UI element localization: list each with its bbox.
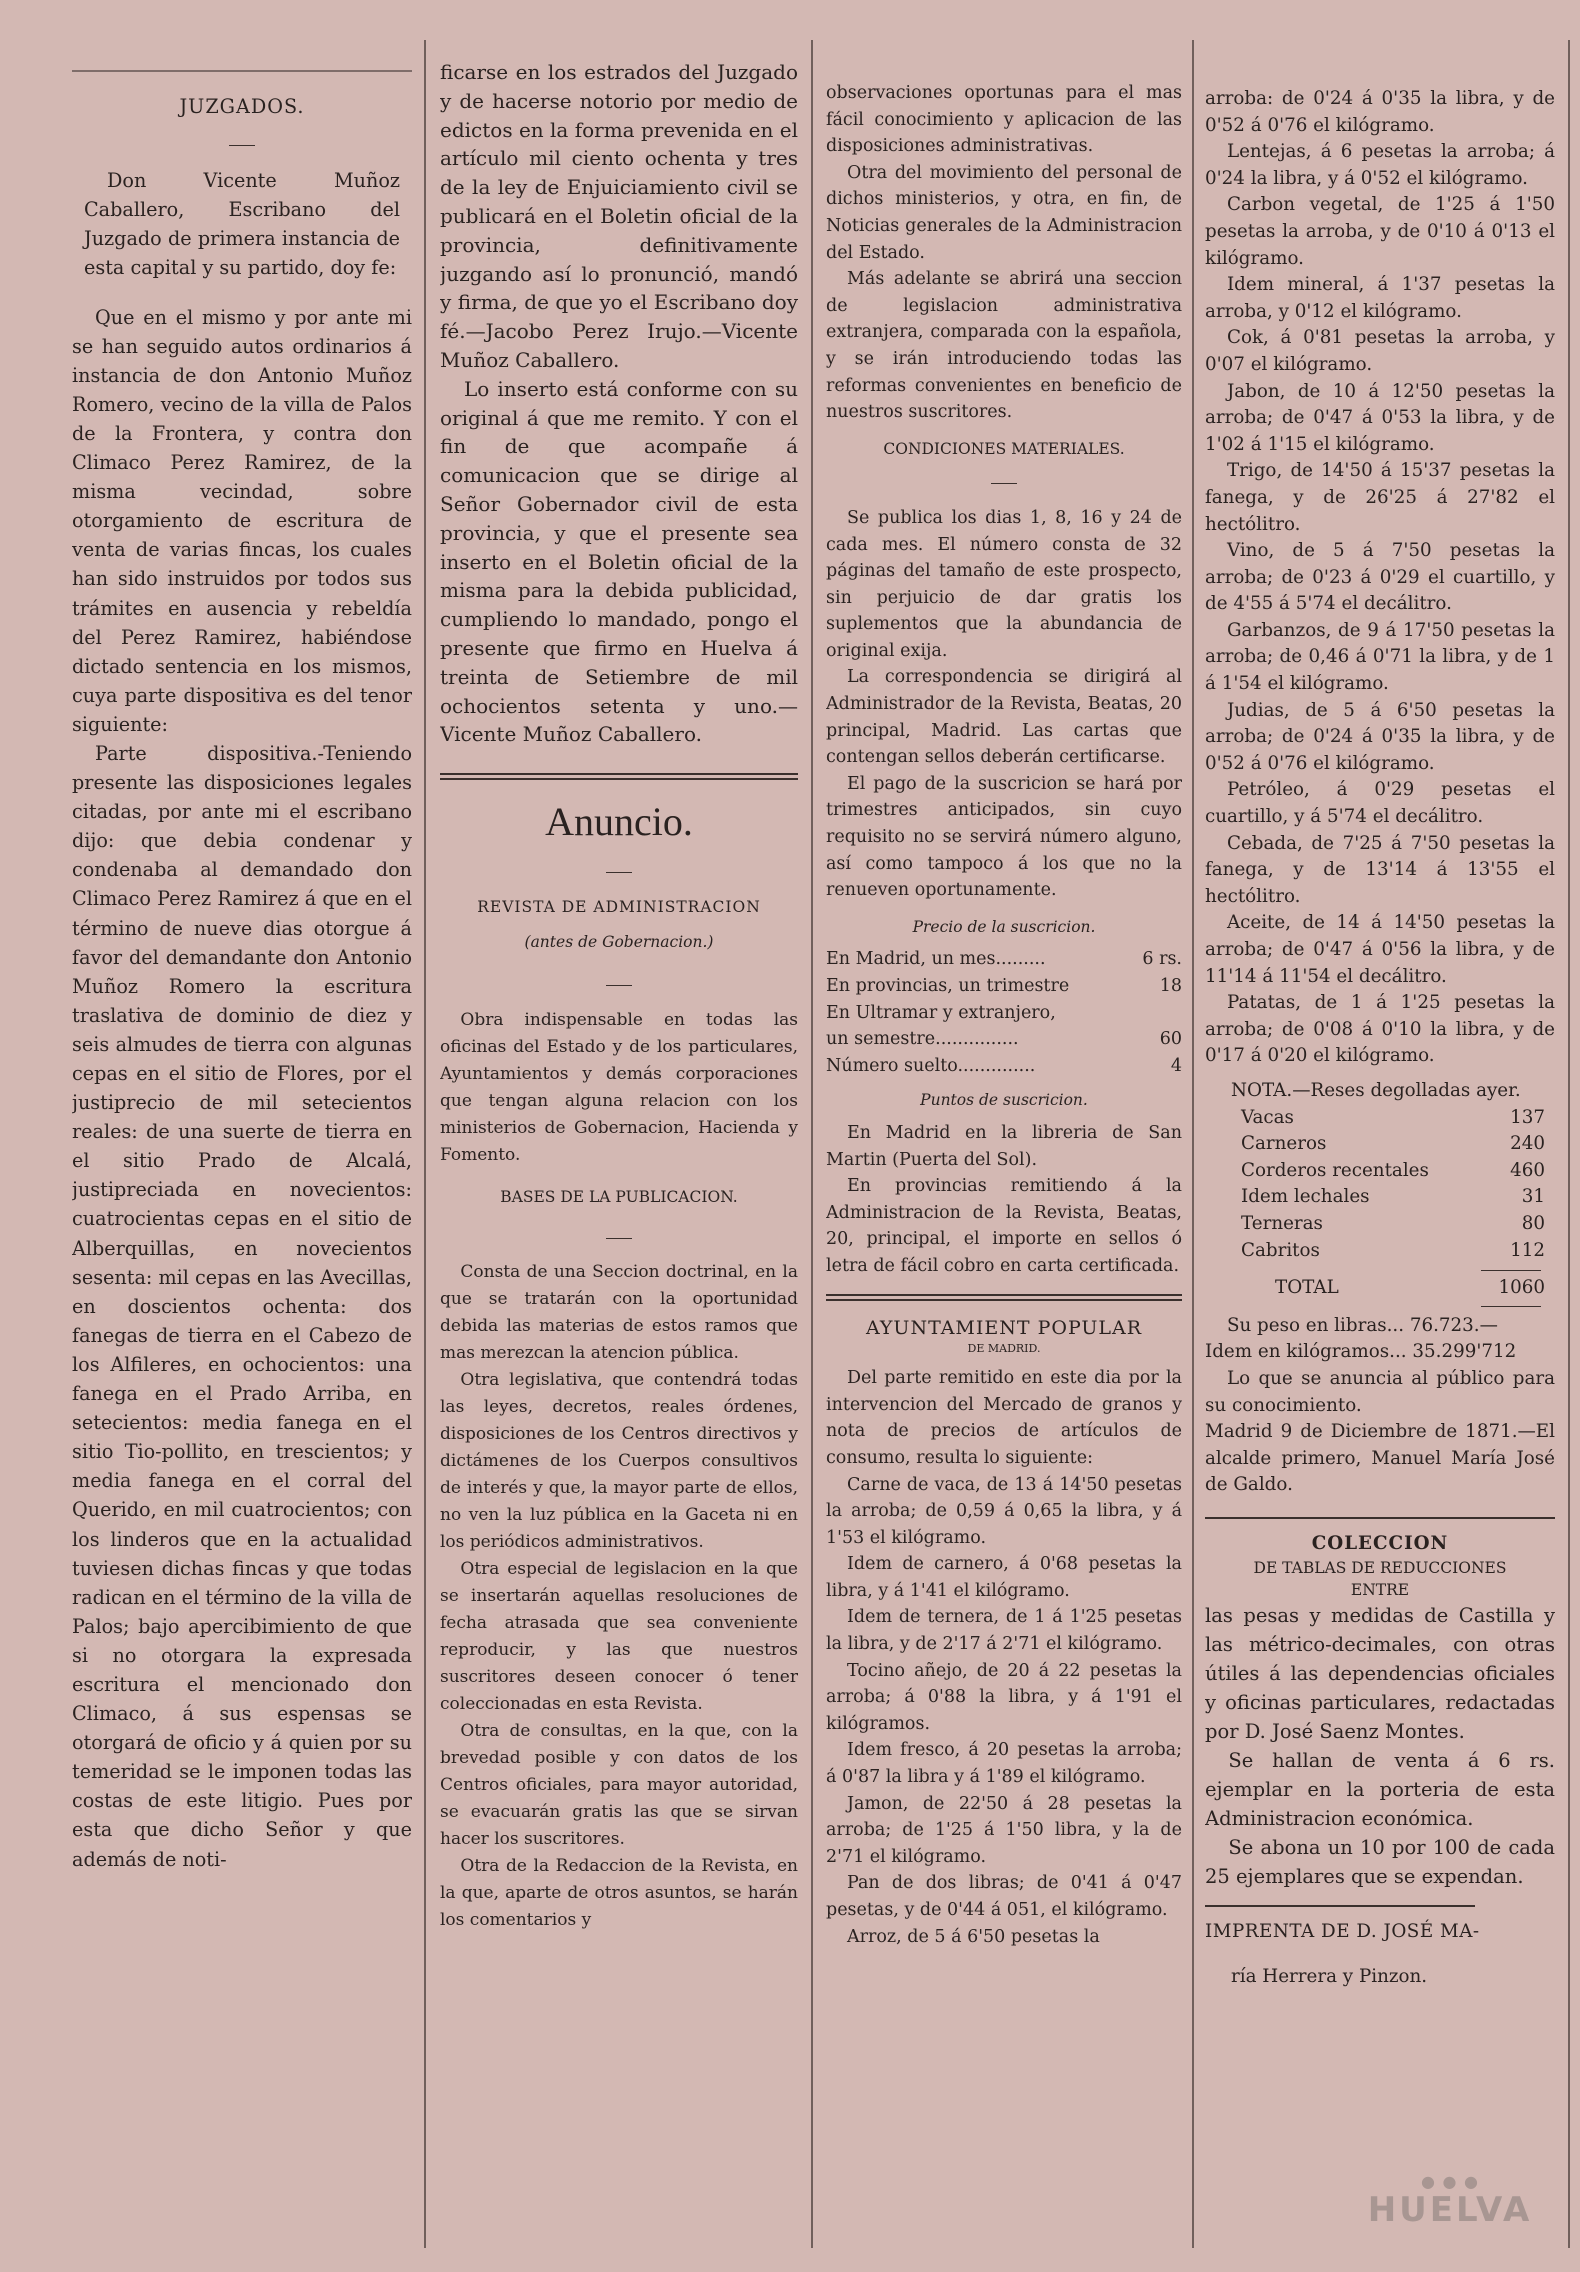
coleccion-body: las pesas y medidas de Castilla y las métrico-decimales, con otras útiles á las dependencias oficiales y oficinas particulares, redactadas por D. José Saenz Montes. — [1205, 1604, 1555, 1744]
price-item: Aceite, de 14 á 14'50 pesetas la arroba; de 0'47 á 0'56 la libra, y de 11'14 á 11'54 el decálitro. — [1205, 912, 1555, 987]
price-value: 4 — [1170, 1055, 1182, 1076]
column-revista — [826, 80, 1182, 1950]
section-rule — [1205, 1517, 1555, 1519]
condiciones-item: Se publica los dias 1, 8, 16 y 24 de cada mes. El número consta de 32 páginas del tamaño de este prospecto, sin perjuicio de dar gratis los suplementos que la abundancia de original exija. — [826, 507, 1182, 661]
price-item: arroba: de 0'24 á 0'35 la libra, y de 0'52 á 0'76 el kilógramo. — [1205, 88, 1555, 136]
coleccion-subtitle: DE TABLAS DE REDUCCIONES — [1253, 1559, 1507, 1578]
condiciones-item: El pago de la suscricion se hará por trimestres anticipados, sin cuyo requisito no se servirá número alguno, así como tampoco á los que no la renueven oportunamente. — [826, 773, 1182, 901]
price-item: Cebada, de 7'25 á 7'50 pesetas la fanega, y de 13'14 á 13'55 el hectólitro. — [1205, 832, 1555, 907]
ayuntamiento-title: AYUNTAMIENT POPULAR — [865, 1316, 1143, 1339]
peso-kilos: Idem en kilógramos... 35.299'712 — [1205, 1341, 1517, 1363]
price-label: Número suelto.............. — [826, 1055, 1036, 1076]
bases-item: Otra de la Redaccion de la Revista, en la que, aparte de otros asuntos, se harán los comentarios y — [440, 1855, 798, 1930]
total-row — [1205, 1275, 1555, 1302]
column-anuncio — [440, 58, 798, 1934]
bases-item: Consta de una Seccion doctrinal, en la que se tratarán con la oportunidad debida las materias de estos ramos que mas merezcan la atencion pública. — [440, 1261, 798, 1363]
price-value: 60 — [1159, 1029, 1182, 1050]
bases-item: Otra de consultas, en la que, con la brevedad posible y con datos de los Centros oficiales, para mayor autoridad, se evacuarán gratis las que se sirvan hacer los suscritores. — [440, 1720, 798, 1849]
price-row — [826, 973, 1182, 1000]
nota-row — [1205, 1238, 1555, 1265]
column-rule-2 — [811, 40, 813, 2248]
price-item: Idem de ternera, de 1 á 1'25 pesetas la libra, y de 2'17 á 2'71 el kilógramo. — [826, 1607, 1182, 1655]
total-value: 1060 — [1498, 1277, 1545, 1299]
revista-subtitle: (antes de Gobernacion.) — [524, 933, 714, 952]
price-label: En Ultramar y extranjero, — [826, 1002, 1056, 1023]
heading-dash — [440, 852, 798, 881]
paragraph: Parte dispositiva.-Teniendo presente las disposiciones legales citadas, por ante mi el escribano dijo: que debia condenar y condenaba al demandado don Climaco Perez Ramirez á que en el término de nueve dias otorgue á favor del demandante don Antonio Muñoz Romero la escritura traslativa de dominio de diez y seis almudes de tierra con algunas cepas en el sitio de Flores, por el justiprecio de mil setecientos reales: de una suerte de tierra en el sitio Prado de Alcalá, justipreciada en novecientos: cuatrocientas cepas en el sitio de Alberquillas, en novecientos sesenta: mil cepas en las Avecillas, en doscientos ochenta: dos fanegas de tierra en el Cabezo de los Alfileres, en ochocientos: una fanega en el Prado Arriba, en setecientos: media fanega en el sitio Tio-pollito, en trescientos; y media fanega en el corral del Querido, en mil cuatrocientos; con los linderos que en la actualidad tuviesen dichas fincas y que todas radican en el término de la villa de Palos; bajo apercibimiento de que si no otorgara la expresada escritura el mencionado don Climaco, á sus espensas se otorgará de oficio y á quien por su temeridad se le imponen todas las costas de este litigio. Pues por esta que dicho Señor y que además de noti- — [72, 741, 412, 1871]
column-precios — [1205, 86, 1555, 1991]
double-rule — [440, 773, 798, 780]
price-item: Idem mineral, á 1'37 pesetas la arroba, y 0'12 el kilógramo. — [1205, 274, 1555, 322]
price-item: Vino, de 5 á 7'50 pesetas la arroba; de 0'23 á 0'29 el cuartillo, y de 4'55 á 5'74 el decálitro. — [1205, 540, 1555, 615]
coleccion-venta: Se hallan de venta á 6 rs. ejemplar en la porteria de esta Administracion económica. — [1205, 1749, 1555, 1831]
column-juzgados — [72, 58, 412, 1874]
price-label: En Madrid, un mes......... — [826, 949, 1046, 970]
heading-dash — [72, 125, 412, 154]
nota-value: 460 — [1510, 1159, 1545, 1181]
ayuntamiento-subtitle: DE MADRID. — [967, 1342, 1041, 1356]
nota-row — [1205, 1158, 1555, 1185]
price-item: Idem de carnero, á 0'68 pesetas la libra, y á 1'41 el kilógramo. — [826, 1554, 1182, 1601]
nota-label: Idem lechales — [1241, 1186, 1370, 1208]
anuncio-title: Anuncio. — [545, 799, 693, 845]
paragraph: Don Vicente Muñoz Caballero, Escribano del Juzgado de primera instancia de esta capital y su partido, doy fe: — [84, 169, 400, 280]
archive-watermark-stamp: ● ● ● HUELVA — [1367, 2172, 1533, 2230]
right-edge-rule — [1568, 40, 1570, 2248]
price-value: 18 — [1159, 976, 1182, 996]
nota-value: 31 — [1521, 1186, 1545, 1208]
heading-dash — [826, 466, 1182, 493]
nota-title: NOTA.—Reses degolladas ayer. — [1231, 1079, 1521, 1101]
price-label: En provincias, un trimestre — [826, 976, 1070, 996]
nota-label: Carneros — [1241, 1133, 1327, 1155]
price-item: Trigo, de 14'50 á 15'37 pesetas la fanega, y de 26'25 á 27'82 el hectólitro. — [1205, 460, 1555, 535]
nota-label: Vacas — [1241, 1106, 1294, 1128]
imprenta-line-2: ría Herrera y Pinzon. — [1231, 1966, 1428, 1988]
nota-value: 137 — [1510, 1106, 1545, 1128]
puntos-item: En Madrid en la libreria de San Martin (Puerta del Sol). — [826, 1122, 1182, 1170]
price-item: Arroz, de 5 á 6'50 pesetas la — [847, 1926, 1100, 1947]
nota-label: Terneras — [1241, 1212, 1323, 1234]
coleccion-subtitle-2: ENTRE — [1350, 1581, 1410, 1600]
price-row — [826, 946, 1182, 973]
revista-title: REVISTA DE ADMINISTRACION — [477, 898, 761, 917]
footer-rule — [1205, 1905, 1475, 1907]
paragraph: Más adelante se abrirá una seccion de legislacion administrativa extranjera, comparada con la española, y se irán introduciendo todas las reformas convenientes en beneficio de nuestros suscritores. — [826, 269, 1182, 423]
nota-label: Corderos recentales — [1241, 1159, 1429, 1181]
bases-item: Otra legislativa, que contendrá todas las leyes, decretos, reales órdenes, disposiciones de los Centros directivos y dictámenes de los Cuerpos consultivos de interés y que, la mayor parte de ellos, no ven la luz pública en la Gaceta ni en los periódicos administrativos. — [440, 1369, 798, 1552]
price-item: Jabon, de 10 á 12'50 pesetas la arroba; de 0'47 á 0'53 la libra, y de 1'02 á 1'15 el kilógramo. — [1205, 380, 1555, 455]
price-item: Jamon, de 22'50 á 28 pesetas la arroba; de 1'25 á 1'50 libra, y la de 2'71 el kilógramo. — [826, 1793, 1182, 1867]
double-rule — [826, 1294, 1182, 1301]
nota-row — [1205, 1105, 1555, 1132]
coleccion-title: COLECCION — [1311, 1532, 1449, 1554]
coleccion-abono: Se abona un 10 por 100 de cada 25 ejemplares que se expendan. — [1205, 1836, 1555, 1889]
nota-row — [1205, 1184, 1555, 1211]
total-rule — [1481, 1270, 1541, 1271]
price-label: un semestre............... — [826, 1029, 1019, 1050]
paragraph: Otra del movimiento del personal de dichos ministerios, y otra, en fin, de Noticias generales de la Administracion del Estado. — [826, 162, 1182, 263]
bases-title: BASES DE LA PUBLICACION. — [500, 1187, 738, 1206]
price-item: Patatas, de 1 á 1'25 pesetas la arroba; de 0'08 á 0'10 la libra, y de 0'17 á 0'20 el kilógramo. — [1205, 992, 1555, 1067]
paragraph: ficarse en los estrados del Juzgado y de hacerse notorio por medio de edictos en la forma prevenida en el artículo mil ciento ochenta y tres de la ley de Enjuiciamiento civil se publicará en el Boletin oficial de la provincia, definitivamente juzgando así lo pronunció, mandó y firma, de que yo el Escribano doy fé.—Jacobo Perez Irujo.—Vicente Muñoz Caballero. — [440, 60, 798, 372]
nota-row — [1205, 1131, 1555, 1158]
price-item: Judias, de 5 á 6'50 pesetas la arroba; de 0'24 á 0'35 la libra, y de 0'52 á 0'76 el kilógramo. — [1205, 699, 1555, 774]
section-heading-juzgados: JUZGADOS. — [179, 95, 305, 118]
precio-title: Precio de la suscricion. — [912, 917, 1096, 936]
nota-label: Cabritos — [1241, 1239, 1320, 1261]
price-item: Cok, á 0'81 pesetas la arroba, y 0'07 el kilógramo. — [1205, 327, 1555, 375]
fecha-firma: Madrid 9 de Diciembre de 1871.—El alcalde primero, Manuel María José de Galdo. — [1205, 1421, 1555, 1496]
price-row — [826, 1026, 1182, 1053]
price-item: Carbon vegetal, de 1'25 á 1'50 pesetas la arroba, y de 0'10 á 0'13 el kilógramo. — [1205, 194, 1555, 269]
total-label: TOTAL — [1275, 1277, 1339, 1299]
imprenta-line-1: IMPRENTA DE D. JOSÉ MA- — [1205, 1921, 1480, 1943]
paragraph: observaciones oportunas para el mas fácil conocimiento y aplicacion de las disposiciones administrativas. — [826, 83, 1182, 157]
nota-value: 112 — [1510, 1239, 1545, 1261]
aviso: Lo que se anuncia al público para su conocimiento. — [1205, 1367, 1555, 1416]
price-item: Idem fresco, á 20 pesetas la arroba; á 0'87 la libra y á 1'89 el kilógramo. — [826, 1740, 1182, 1788]
puntos-title: Puntos de suscricion. — [920, 1091, 1088, 1110]
price-item: Pan de dos libras; de 0'41 á 0'47 pesetas, y de 0'44 á 051, el kilógramo. — [826, 1873, 1182, 1920]
nota-value: 240 — [1510, 1133, 1545, 1155]
condiciones-item: La correspondencia se dirigirá al Administrador de la Revista, Beatas, 20 principal, Madrid. Las cartas que contengan sellos deberán certificarse. — [826, 667, 1182, 768]
column-rule-1 — [424, 40, 426, 2248]
total-rule — [1481, 1306, 1541, 1307]
price-row — [826, 1053, 1182, 1080]
paragraph: Lo inserto está conforme con su original á que me remito. Y con el fin de que acompañe á comunicacion que se dirige al Señor Gobernador civil de esta provincia, y que el presente sea inserto en el Boletin oficial de la misma para la debida publicidad, cumpliendo lo mandado, pongo el presente que firmo en Huelva á treinta de Setiembre de mil ochocientos setenta y uno.—Vicente Muñoz Caballero. — [440, 376, 798, 747]
price-item: Lentejas, á 6 pesetas la arroba; á 0'24 la libra, y á 0'52 el kilógramo. — [1205, 141, 1555, 189]
condiciones-title: CONDICIONES MATERIALES. — [883, 439, 1125, 458]
paragraph: Del parte remitido en este dia por la intervencion del Mercado de granos y nota de precios de artículos de consumo, resulta lo siguiente: — [826, 1368, 1182, 1468]
revista-description: Obra indispensable en todas las oficinas del Estado y de los particulares, Ayuntamientos y demás corporaciones que tengan alguna relacion con los ministerios de Gobernacion, Hacienda y Fomento. — [440, 1009, 798, 1165]
nota-row — [1205, 1211, 1555, 1238]
price-item: Carne de vaca, de 13 á 14'50 pesetas la arroba; de 0,59 á 0,65 la libra, y á 1'53 el kilógramo. — [826, 1474, 1182, 1548]
nota-value: 80 — [1521, 1212, 1545, 1234]
paragraph: Que en el mismo y por ante mi se han seguido autos ordinarios á instancia de don Antonio Muñoz Romero, vecino de la villa de Palos de la Frontera, y contra don Climaco Perez Ramirez, de la misma vecindad, sobre otorgamiento de escritura de venta de varias fincas, los cuales han sido instruidos por todos sus trámites en ausencia y rebeldía del Perez Ramirez, habiéndose dictado sentencia en los mismos, cuya parte dispositiva es del tenor siguiente: — [72, 305, 412, 736]
price-item: Garbanzos, de 9 á 17'50 pesetas la arroba; de 0,46 á 0'71 la libra, y de 1 á 1'54 el kilógramo. — [1205, 619, 1555, 695]
peso-libras: Su peso en libras... 76.723.— — [1226, 1314, 1498, 1336]
bases-item: Otra especial de legislacion en la que se insertarán aquellas resoluciones de fecha atrasada que sea conveniente reproducir, y las que nuestros suscritores deseen conocer ó tener coleccionadas en esta Revista. — [440, 1558, 798, 1714]
puntos-item: En provincias remitiendo á la Administracion de la Revista, Beatas, 20, principal, el importe en sellos ó letra de fácil cobro en carta certificada. — [826, 1176, 1182, 1276]
price-row — [826, 1000, 1182, 1027]
price-value: 6 rs. — [1142, 949, 1182, 970]
heading-dash — [440, 1218, 798, 1247]
price-item: Petróleo, á 0'29 pesetas el cuartillo, y á 5'74 el decálitro. — [1205, 779, 1555, 828]
column-rule-3 — [1192, 40, 1194, 2248]
price-item: Tocino añejo, de 20 á 22 pesetas la arroba; á 0'88 la libra, y á 1'91 el kilógramos. — [826, 1660, 1182, 1734]
heading-dash — [440, 965, 798, 994]
